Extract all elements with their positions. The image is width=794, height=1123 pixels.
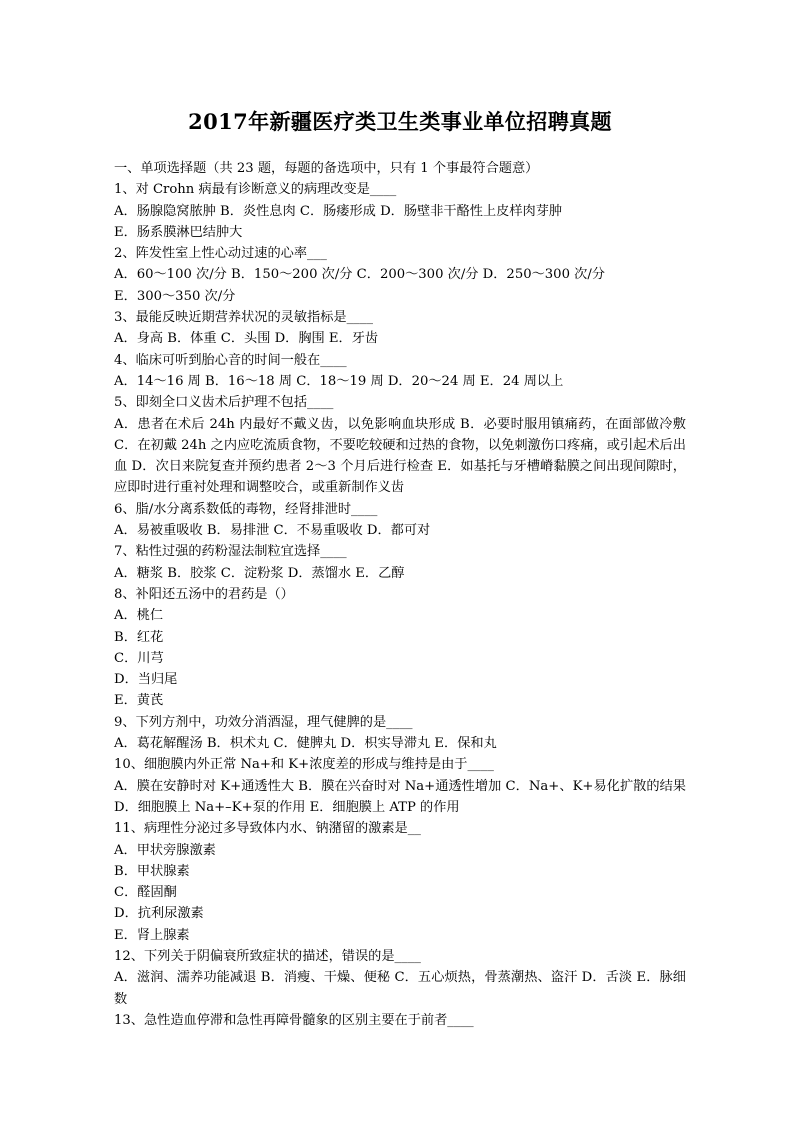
option-line: D．抗利尿激素 xyxy=(114,906,204,922)
question-block xyxy=(114,1010,686,1031)
option-line: A．身高 B．体重 C．头围 D．胸围 E．牙齿 xyxy=(114,331,379,347)
option-paragraph: A．患者在术后 24h 内最好不戴义齿，以免影响血块形成 B．必要时服用镇痛药，在面部做冷敷 C．在初戴 24h 之内应吃流质食物，不要吃较硬和过热的食物，以免刺激伤口疼痛，或引起术后出血 D．次日来院复查并预约患者 2～3 个月后进行检查 E．如基托与牙槽嵴黏膜之间出现间隙时，应即时进行重衬处理和调整咬合，或重新制作义齿 xyxy=(114,416,686,496)
option-line: B．红花 xyxy=(114,629,164,645)
option-paragraph: A．膜在安静时对 K+通透性大 B．膜在兴奋时对 Na+通透性增加 C．Na+、K+易化扩散的结果 D．细胞膜上 Na+–K+泵的作用 E．细胞膜上 ATP 的作用 xyxy=(114,778,686,815)
question-stem: 13、急性造血停滞和急性再障骨髓象的区别主要在于前者____ xyxy=(114,1012,474,1028)
question-stem: 8、补阳还五汤中的君药是（） xyxy=(114,586,294,602)
option-line: A．葛花解醒汤 B．枳术丸 C．健脾丸 D．枳实导滞丸 E．保和丸 xyxy=(114,736,497,752)
option-line: A．桃仁 xyxy=(114,608,164,624)
option-line: C．川芎 xyxy=(114,650,164,666)
option-paragraph: A．滋润、濡养功能减退 B．消瘦、干燥、便秘 C．五心烦热，骨蒸潮热、盗汗 D．舌淡 E．脉细数 xyxy=(114,970,686,1007)
option-line: C．醛固酮 xyxy=(114,885,177,901)
question-stem: 11、病理性分泌过多导致体内水、钠潴留的激素是__ xyxy=(114,821,421,837)
option-line: B．甲状腺素 xyxy=(114,863,190,879)
option-line: A．14～16 周 B．16～18 周 C．18～19 周 D．20～24 周 E．24 周以上 xyxy=(114,373,564,389)
question-stem: 10、细胞膜内外正常 Na+和 K+浓度差的形成与维持是由于____ xyxy=(114,757,494,773)
question-block xyxy=(114,584,686,712)
option-line: E．肠系膜淋巴结肿大 xyxy=(114,224,243,240)
option-line: A．糖浆 B．胶浆 C．淀粉浆 D．蒸馏水 E．乙醇 xyxy=(114,565,405,581)
option-line: A．60～100 次/分 B．150～200 次/分 C．200～300 次/分 D．250～300 次/分 xyxy=(114,267,605,283)
question-stem: 1、对 Crohn 病最有诊断意义的病理改变是____ xyxy=(114,182,397,198)
question-stem: 7、粘性过强的药粉湿法制粒宜选择____ xyxy=(114,544,347,560)
option-line: E．黄芪 xyxy=(114,693,164,709)
question-stem: 3、最能反映近期营养状况的灵敏指标是____ xyxy=(114,310,373,326)
question-block xyxy=(114,392,686,498)
question-block xyxy=(114,307,686,350)
question-stem: 4、临床可听到胎心音的时间一般在____ xyxy=(114,352,347,368)
question-block xyxy=(114,754,686,818)
section-heading: 一、单项选择题（共 23 题，每题的备选项中，只有 1 个事最符合题意） xyxy=(114,161,539,176)
option-line: E．肾上腺素 xyxy=(114,927,190,943)
question-stem: 2、阵发性室上性心动过速的心率___ xyxy=(114,246,327,262)
option-line: D．当归尾 xyxy=(114,672,178,688)
question-stem: 5、即刻全口义齿术后护理不包括____ xyxy=(114,395,334,411)
question-stem: 6、脂/水分离系数低的毒物，经肾排泄时____ xyxy=(114,501,378,517)
question-block xyxy=(114,946,686,1010)
question-block xyxy=(114,712,686,755)
question-block xyxy=(114,818,686,946)
option-line: A．肠腺隐窝脓肿 B．炎性息肉 C．肠瘘形成 D．肠壁非干酪性上皮样肉芽肿 xyxy=(114,203,563,219)
question-block xyxy=(114,179,686,243)
option-line: A．易被重吸收 B．易排泄 C．不易重吸收 D．都可对 xyxy=(114,523,431,539)
question-stem: 12、下列关于阴偏衰所致症状的描述，错误的是____ xyxy=(114,948,421,964)
page-title: 2017年新疆医疗类卫生类事业单位招聘真题 xyxy=(188,109,612,134)
question-block xyxy=(114,499,686,542)
question-block xyxy=(114,541,686,584)
option-line: A．甲状旁腺激素 xyxy=(114,842,216,858)
option-line: E．300～350 次/分 xyxy=(114,288,236,304)
question-block xyxy=(114,350,686,393)
question-stem: 9、下列方剂中，功效分消酒湿，理气健脾的是____ xyxy=(114,714,413,730)
document-body xyxy=(114,108,686,1031)
question-block xyxy=(114,243,686,307)
